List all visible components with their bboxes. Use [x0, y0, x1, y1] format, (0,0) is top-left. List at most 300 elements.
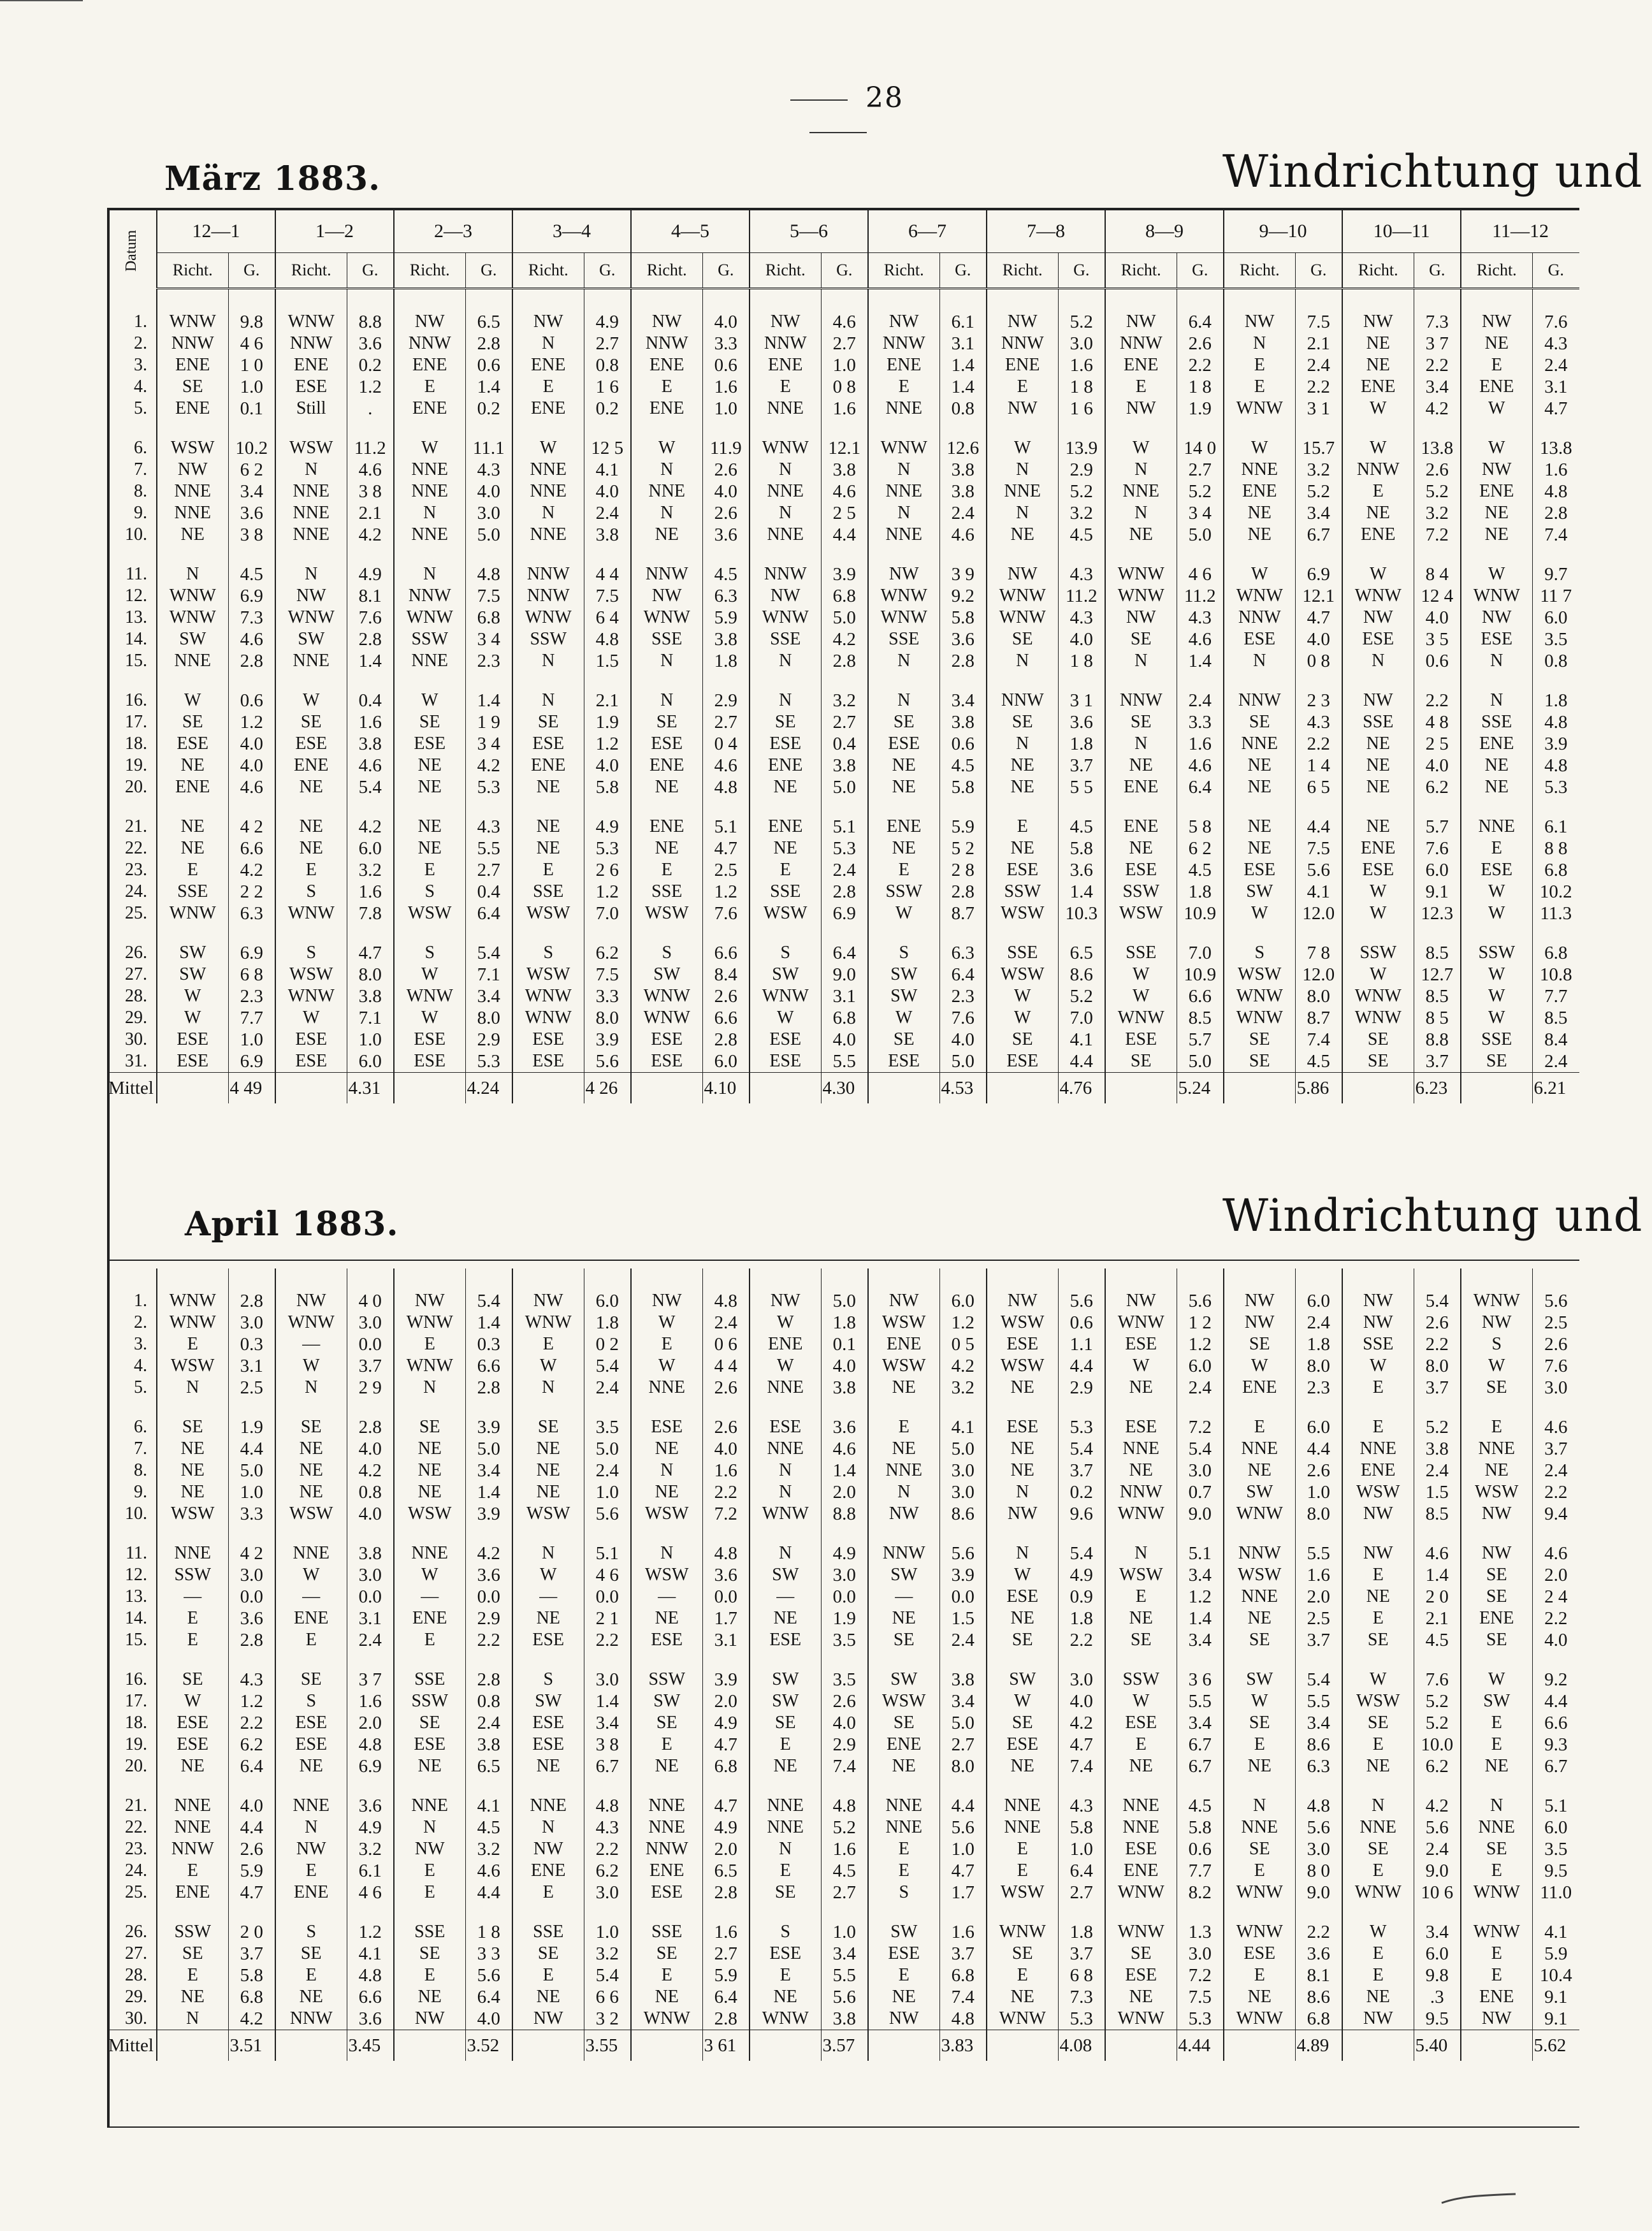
wind-direction: SW: [750, 1564, 821, 1586]
wind-speed: 4.7: [1058, 1734, 1105, 1755]
day-number: 19.: [107, 755, 157, 776]
wind-speed: 4.7: [347, 942, 394, 964]
wind-speed: 1.8: [1177, 881, 1224, 903]
wind-direction: ENE: [394, 354, 465, 376]
spacer-cell: [347, 1651, 394, 1669]
wind-speed: 3.3: [702, 333, 750, 354]
wind-direction: WSW: [868, 1690, 939, 1712]
wind-speed: 4.9: [1058, 1564, 1105, 1586]
wind-direction: N: [987, 502, 1058, 524]
wind-direction: SE: [987, 629, 1058, 650]
wind-direction: ENE: [631, 1860, 702, 1882]
wind-speed: 2.7: [702, 711, 750, 733]
geschwindigkeit-header: G.: [584, 253, 631, 289]
wind-speed: 3 5: [1414, 629, 1461, 650]
wind-speed: 9.8: [228, 311, 275, 333]
wind-direction: E: [987, 816, 1058, 838]
wind-direction: NNW: [1105, 1481, 1177, 1503]
wind-direction: WNW: [157, 1312, 228, 1334]
spacer-cell: [347, 419, 394, 437]
wind-speed: 5.6: [1295, 1817, 1342, 1838]
wind-direction: WSW: [157, 1355, 228, 1377]
wind-speed: 3.6: [228, 502, 275, 524]
day-number: 2.: [107, 1312, 157, 1334]
day-row: [107, 650, 1579, 672]
wind-speed: 2.3: [228, 985, 275, 1007]
wind-speed: 6.0: [1295, 1416, 1342, 1438]
wind-speed: 6.9: [821, 903, 868, 924]
wind-direction: W: [1342, 1355, 1414, 1377]
wind-direction: NNE: [157, 1543, 228, 1564]
wind-speed: 3.8: [821, 755, 868, 776]
wind-direction: SE: [394, 711, 465, 733]
spacer-cell: [1461, 1525, 1532, 1543]
wind-speed: 0.0: [821, 1586, 868, 1608]
wind-speed: 4.0: [1414, 755, 1461, 776]
wind-direction: E: [1461, 1416, 1532, 1438]
wind-speed: 8 8: [1532, 838, 1579, 859]
wind-direction: N: [1105, 650, 1177, 672]
wind-speed: 2.8: [821, 881, 868, 903]
wind-speed: 7.5: [584, 585, 631, 607]
wind-speed: 6.3: [1295, 1755, 1342, 1777]
wind-direction: SE: [1342, 1838, 1414, 1860]
wind-speed: 4.5: [1177, 859, 1224, 881]
day-row: [107, 1838, 1579, 1860]
wind-direction: NE: [1461, 502, 1532, 524]
wind-speed: 2.8: [228, 1629, 275, 1651]
wind-speed: 6 6: [584, 1986, 631, 2008]
wind-speed: 2.2: [1414, 690, 1461, 711]
wind-speed: 5.5: [1295, 1690, 1342, 1712]
richtung-header: Richt.: [868, 253, 939, 289]
wind-direction: ENE: [750, 755, 821, 776]
wind-direction: SW: [868, 985, 939, 1007]
wind-speed: 6.4: [1177, 311, 1224, 333]
hour-header: 3—4: [512, 210, 631, 253]
spacer-cell: [750, 1651, 821, 1669]
wind-direction: W: [1461, 1355, 1532, 1377]
wind-speed: 4.8: [1532, 481, 1579, 502]
wind-direction: NW: [987, 1503, 1058, 1525]
spacer-cell: [512, 672, 584, 690]
wind-direction: WSW: [987, 1882, 1058, 1903]
wind-direction: NE: [631, 1608, 702, 1629]
day-row: [107, 354, 1579, 376]
day-number: 4.: [107, 1355, 157, 1377]
spacer-cell: [157, 672, 228, 690]
wind-direction: NE: [512, 1438, 584, 1460]
wind-direction: NE: [631, 1986, 702, 2008]
wind-speed: 4.8: [1532, 755, 1579, 776]
wind-speed: 2 6: [584, 859, 631, 881]
wind-speed: 2.4: [1532, 354, 1579, 376]
spacer-cell: [1058, 1399, 1105, 1416]
wind-speed: 10 6: [1414, 1882, 1461, 1903]
wind-direction: E: [631, 1734, 702, 1755]
wind-direction: ENE: [1105, 816, 1177, 838]
wind-direction: NE: [157, 1460, 228, 1481]
wind-direction: NNE: [631, 1377, 702, 1399]
wind-speed: 3.0: [939, 1481, 987, 1503]
wind-speed: 2 5: [1414, 733, 1461, 755]
wind-speed: 2.1: [1414, 1608, 1461, 1629]
spacer-cell: [275, 1651, 347, 1669]
wind-speed: 4.6: [1414, 1543, 1461, 1564]
day-number: 12.: [107, 1564, 157, 1586]
wind-direction: NW: [1461, 459, 1532, 481]
spacer-cell: [228, 1399, 275, 1416]
wind-direction: E: [394, 859, 465, 881]
wind-speed: 4.5: [465, 1817, 512, 1838]
wind-direction: SSE: [512, 1921, 584, 1943]
wind-direction: SE: [1105, 1943, 1177, 1965]
wind-direction: SW: [1224, 1669, 1295, 1690]
wind-speed: 3.8: [939, 459, 987, 481]
wind-direction: WNW: [868, 607, 939, 629]
wind-speed: 6 2: [228, 459, 275, 481]
wind-speed: 1.4: [939, 376, 987, 398]
wind-speed: 1.0: [939, 1838, 987, 1860]
spacer-cell: [584, 672, 631, 690]
spacer-cell: [512, 1525, 584, 1543]
wind-speed: 3.2: [939, 1377, 987, 1399]
wind-speed: 1.6: [1058, 354, 1105, 376]
wind-direction: ENE: [157, 398, 228, 419]
wind-speed: 7.7: [1532, 985, 1579, 1007]
wind-direction: NNE: [750, 481, 821, 502]
wind-direction: SE: [1224, 711, 1295, 733]
wind-direction: E: [1342, 1734, 1414, 1755]
wind-speed: 2.6: [228, 1838, 275, 1860]
spacer-cell: [868, 1399, 939, 1416]
wind-speed: 3.8: [584, 524, 631, 546]
wind-direction: E: [1224, 1734, 1295, 1755]
wind-direction: WSW: [987, 903, 1058, 924]
wind-direction: WNW: [1105, 1007, 1177, 1029]
wind-speed: 5.2: [1414, 481, 1461, 502]
wind-speed: 0.9: [1058, 1586, 1105, 1608]
wind-speed: 3.0: [347, 1564, 394, 1586]
wind-speed: 2.9: [465, 1608, 512, 1629]
wind-direction: N: [157, 563, 228, 585]
wind-direction: ESE: [987, 1050, 1058, 1073]
wind-speed: 0.6: [1058, 1312, 1105, 1334]
day-row: [107, 816, 1579, 838]
wind-speed: 3.4: [465, 985, 512, 1007]
wind-speed: 2.2: [702, 1481, 750, 1503]
wind-speed: 6.7: [1295, 524, 1342, 546]
wind-direction: W: [1461, 964, 1532, 985]
wind-speed: 3.0: [228, 1312, 275, 1334]
wind-speed: 12.0: [1295, 964, 1342, 985]
wind-speed: 2.0: [1295, 1586, 1342, 1608]
wind-speed: 2.8: [939, 650, 987, 672]
wind-direction: W: [750, 1355, 821, 1377]
wind-direction: N: [1224, 333, 1295, 354]
wind-direction: E: [631, 1965, 702, 1986]
spacer-cell: [157, 1777, 228, 1795]
wind-direction: ESE: [157, 1029, 228, 1050]
wind-direction: ESE: [512, 1050, 584, 1073]
wind-speed: 12.7: [1414, 964, 1461, 985]
wind-direction: NE: [631, 1438, 702, 1460]
spacer-cell: [1461, 419, 1532, 437]
wind-speed: 8.0: [1295, 1503, 1342, 1525]
wind-speed: 11.2: [347, 437, 394, 459]
wind-speed: 1.6: [1177, 733, 1224, 755]
wind-direction: WNW: [1224, 2008, 1295, 2030]
wind-direction: ESE: [157, 1712, 228, 1734]
wind-speed: 5.6: [1177, 1290, 1224, 1312]
spacer-cell: [821, 1268, 868, 1290]
mittel-value: 6.21: [1532, 1073, 1579, 1104]
wind-speed: 1.6: [1295, 1564, 1342, 1586]
wind-speed: 0.1: [228, 398, 275, 419]
wind-direction: N: [750, 1838, 821, 1860]
wind-speed: 6.4: [465, 903, 512, 924]
wind-speed: 9.1: [1414, 881, 1461, 903]
mittel-empty: [750, 2030, 821, 2061]
spacer-cell: [702, 1651, 750, 1669]
wind-direction: ENE: [868, 1334, 939, 1355]
wind-speed: 7.4: [939, 1986, 987, 2008]
spacer-cell: [1342, 1399, 1414, 1416]
wind-speed: 0.7: [1177, 1481, 1224, 1503]
wind-speed: 3.7: [1414, 1377, 1461, 1399]
wind-speed: 5.4: [584, 1355, 631, 1377]
spacer-cell: [275, 1268, 347, 1290]
wind-direction: ESE: [275, 1029, 347, 1050]
spacer-cell: [631, 1268, 702, 1290]
wind-speed: 3.4: [1177, 1629, 1224, 1651]
wind-direction: NNW: [1224, 690, 1295, 711]
wind-speed: 4.9: [584, 816, 631, 838]
wind-speed: 0.6: [1177, 1838, 1224, 1860]
spacer-cell: [347, 1399, 394, 1416]
wind-direction: N: [987, 1543, 1058, 1564]
wind-direction: NW: [868, 1503, 939, 1525]
wind-speed: 2.8: [702, 1029, 750, 1050]
wind-direction: WSW: [1105, 903, 1177, 924]
spacer-cell: [394, 1399, 465, 1416]
wind-direction: E: [987, 1838, 1058, 1860]
wind-direction: W: [1461, 437, 1532, 459]
spacer-cell: [821, 798, 868, 816]
spacer-cell: [750, 1268, 821, 1290]
wind-direction: E: [394, 1334, 465, 1355]
wind-speed: 3 7: [1414, 333, 1461, 354]
wind-direction: NW: [1461, 1543, 1532, 1564]
wind-direction: NW: [1342, 2008, 1414, 2030]
wind-speed: 1 2: [1177, 1312, 1224, 1334]
wind-direction: NW: [394, 2008, 465, 2030]
spacer-cell: [157, 924, 228, 942]
wind-speed: 7.0: [584, 903, 631, 924]
day-row: [107, 1377, 1579, 1399]
wind-direction: WNW: [1461, 1921, 1532, 1943]
wind-direction: WSW: [1105, 1564, 1177, 1586]
mittel-row: [107, 2030, 1579, 2061]
day-number: 18.: [107, 1712, 157, 1734]
wind-direction: —: [394, 1586, 465, 1608]
wind-speed: 3.0: [584, 1882, 631, 1903]
mittel-value: 4 49: [228, 1073, 275, 1104]
spacer-cell: [1342, 924, 1414, 942]
wind-speed: 4.8: [702, 1543, 750, 1564]
spacer-cell: [1058, 1525, 1105, 1543]
wind-speed: 1.2: [1177, 1586, 1224, 1608]
spacer-cell: [1461, 1651, 1532, 1669]
spacer-cell: [275, 1777, 347, 1795]
wind-speed: 5.7: [1414, 816, 1461, 838]
spacer-cell: [347, 672, 394, 690]
spacer-cell: [868, 1268, 939, 1290]
day-number: 10.: [107, 524, 157, 546]
spacer-cell: [1177, 546, 1224, 563]
wind-direction: WNW: [1105, 1503, 1177, 1525]
wind-speed: 5.3: [821, 838, 868, 859]
wind-direction: SE: [1224, 1050, 1295, 1073]
mittel-value: 4.31: [347, 1073, 394, 1104]
wind-speed: 2.2: [1414, 1334, 1461, 1355]
wind-speed: 1.4: [939, 354, 987, 376]
day-number: 25.: [107, 1882, 157, 1903]
spacer-cell: [465, 419, 512, 437]
wind-speed: 3 6: [1177, 1669, 1224, 1690]
wind-direction: ESE: [750, 1050, 821, 1073]
wind-speed: 4.8: [1532, 711, 1579, 733]
wind-speed: 2.9: [821, 1734, 868, 1755]
wind-direction: WNW: [1105, 1882, 1177, 1903]
richtung-header: Richt.: [512, 253, 584, 289]
subheader-row: [107, 253, 1579, 289]
wind-direction: SSE: [631, 629, 702, 650]
spacer-cell: [750, 289, 821, 312]
wind-direction: E: [1342, 1608, 1414, 1629]
day-number: 11.: [107, 563, 157, 585]
wind-speed: 5.4: [1177, 1438, 1224, 1460]
wind-speed: 7.3: [1058, 1986, 1105, 2008]
wind-speed: 12.1: [1295, 585, 1342, 607]
wind-direction: NNE: [394, 1543, 465, 1564]
wind-direction: WNW: [1224, 1503, 1295, 1525]
wind-speed: 3.8: [939, 481, 987, 502]
wind-speed: 1.0: [228, 376, 275, 398]
spacer-cell: [1461, 1903, 1532, 1921]
wind-speed: 5.0: [939, 1050, 987, 1073]
spacer-cell: [394, 672, 465, 690]
wind-direction: WNW: [1342, 1882, 1414, 1903]
wind-speed: 3.8: [821, 459, 868, 481]
wind-direction: W: [750, 1312, 821, 1334]
wind-speed: 4.1: [584, 459, 631, 481]
wind-speed: 6.2: [1414, 776, 1461, 798]
spacer-cell: [1177, 1651, 1224, 1669]
day-row: [107, 1543, 1579, 1564]
spacer-cell: [347, 1777, 394, 1795]
wind-speed: 5.4: [1295, 1669, 1342, 1690]
wind-direction: ESE: [1461, 859, 1532, 881]
wind-speed: 4.6: [1177, 755, 1224, 776]
wind-speed: 1.0: [584, 1481, 631, 1503]
spacer-cell: [1342, 798, 1414, 816]
wind-speed: 4.8: [702, 776, 750, 798]
wind-direction: NE: [1224, 524, 1295, 546]
wind-speed: 3.0: [1058, 1669, 1105, 1690]
wind-direction: S: [275, 881, 347, 903]
wind-direction: SE: [394, 1943, 465, 1965]
wind-direction: N: [987, 459, 1058, 481]
richtung-header: Richt.: [1461, 253, 1532, 289]
wind-direction: S: [394, 942, 465, 964]
wind-direction: NE: [1224, 1460, 1295, 1481]
wind-speed: 1.4: [465, 376, 512, 398]
spacer-cell: [1058, 1651, 1105, 1669]
wind-speed: 2.6: [702, 985, 750, 1007]
wind-speed: 4.1: [1058, 1029, 1105, 1050]
day-number: 21.: [107, 816, 157, 838]
wind-speed: 3.8: [702, 629, 750, 650]
spacer-cell: [1414, 289, 1461, 312]
spacer-cell: [465, 924, 512, 942]
spacer-cell: [702, 798, 750, 816]
wind-speed: 6.1: [939, 311, 987, 333]
wind-direction: S: [750, 942, 821, 964]
wind-speed: 7.5: [1177, 1986, 1224, 2008]
wind-speed: 8.6: [939, 1503, 987, 1525]
wind-speed: 5.9: [939, 816, 987, 838]
wind-direction: NNE: [750, 1795, 821, 1817]
spacer-cell: [228, 1268, 275, 1290]
wind-direction: NNE: [1224, 1438, 1295, 1460]
wind-speed: 3.6: [1295, 1943, 1342, 1965]
wind-speed: 2.0: [702, 1690, 750, 1712]
wind-speed: 7.5: [1295, 838, 1342, 859]
wind-speed: 1.4: [465, 1312, 512, 1334]
wind-speed: 5.3: [1177, 2008, 1224, 2030]
spacer-cell: [107, 1903, 157, 1921]
wind-speed: 2 4: [1532, 1586, 1579, 1608]
spacer-cell: [1058, 798, 1105, 816]
wind-speed: 8.6: [1295, 1734, 1342, 1755]
wind-direction: E: [868, 376, 939, 398]
wind-direction: NNE: [750, 1817, 821, 1838]
wind-direction: SE: [1461, 1377, 1532, 1399]
spacer-cell: [1461, 1268, 1532, 1290]
wind-direction: NE: [157, 524, 228, 546]
wind-direction: E: [1461, 1860, 1532, 1882]
wind-speed: 3.4: [821, 1943, 868, 1965]
wind-speed: 7.6: [702, 903, 750, 924]
wind-direction: NNE: [868, 481, 939, 502]
wind-speed: 3.6: [228, 1608, 275, 1629]
wind-speed: 3.1: [228, 1355, 275, 1377]
mittel-value: 5.86: [1295, 1073, 1342, 1104]
wind-direction: SSW: [631, 1669, 702, 1690]
wind-speed: 1.6: [702, 1460, 750, 1481]
wind-direction: N: [1105, 1543, 1177, 1564]
wind-direction: SW: [157, 942, 228, 964]
wind-speed: 6.5: [702, 1860, 750, 1882]
day-row: [107, 1795, 1579, 1817]
wind-direction: NE: [512, 1460, 584, 1481]
wind-direction: SSE: [1461, 1029, 1532, 1050]
day-number: 23.: [107, 1838, 157, 1860]
day-number: 8.: [107, 1460, 157, 1481]
wind-direction: E: [750, 376, 821, 398]
wind-direction: ESE: [1105, 1334, 1177, 1355]
